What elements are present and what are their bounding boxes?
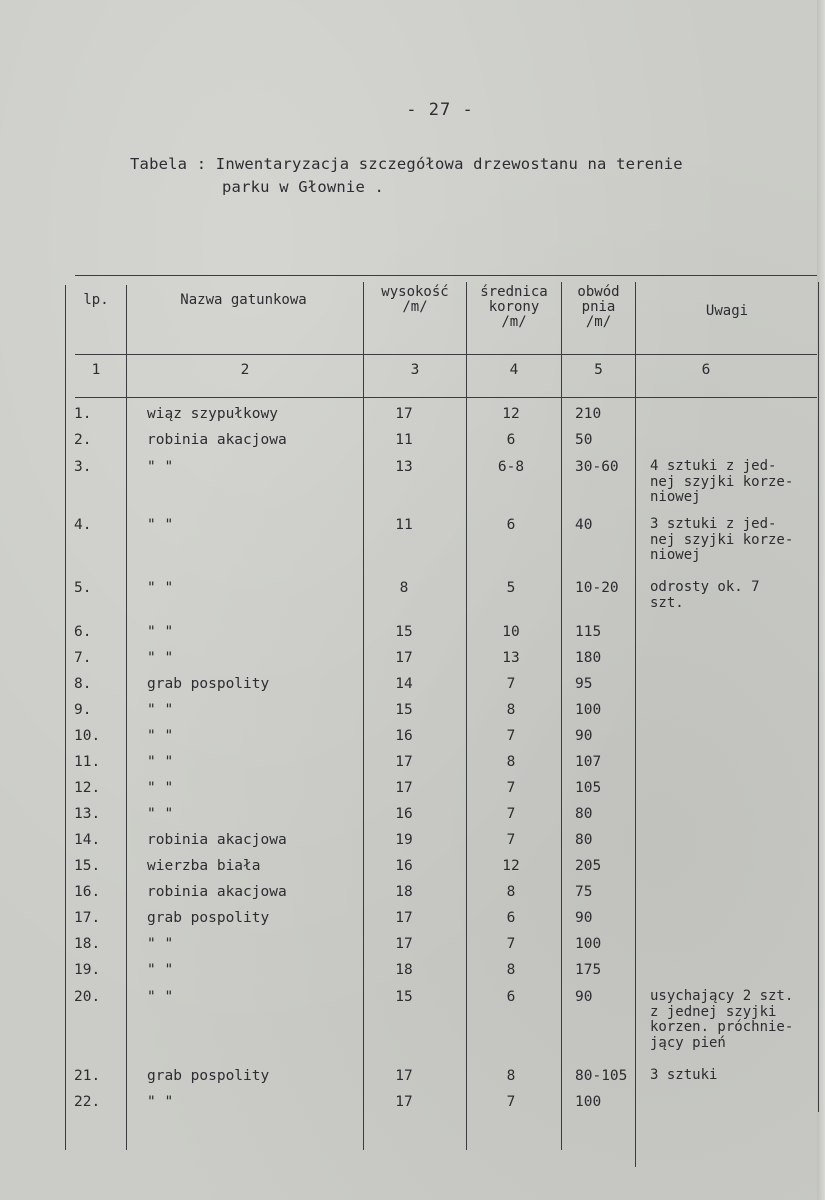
row-wysokosc: 15 [395,624,413,640]
row-wysokosc: 13 [395,459,413,475]
row-wysokosc: 17 [395,780,413,796]
header-srednica: średnica korony /m/ [480,284,548,330]
row-nazwa: grab pospolity [147,1068,270,1084]
row-wysokosc: 8 [399,580,409,596]
colnum-6: 6 [701,362,711,378]
row-nazwa: " " [147,580,174,596]
row-obwod: 107 [575,754,602,770]
row-nazwa: robinia akacjowa [147,832,287,848]
row-obwod: 90 [575,989,593,1005]
row-nazwa: grab pospolity [147,910,270,926]
row-nazwa: " " [147,962,174,978]
row-lp: 4. [74,517,92,533]
page-number: - 27 - [406,100,474,120]
row-lp: 21. [74,1068,101,1084]
row-nazwa: " " [147,517,174,533]
row-srednica: 8 [506,754,516,770]
row-lp: 5. [74,580,92,596]
row-wysokosc: 17 [395,1068,413,1084]
row-wysokosc: 17 [395,910,413,926]
row-srednica: 6 [506,432,516,448]
row-obwod: 75 [575,884,593,900]
row-lp: 10. [74,728,101,744]
row-srednica: 6 [506,517,516,533]
row-lp: 8. [74,676,92,692]
row-obwod: 10-20 [575,580,619,596]
row-srednica: 8 [506,702,516,718]
row-uwagi: 4 sztuki z jed- nej szyjki korze- niowej [650,458,794,505]
row-wysokosc: 17 [395,1094,413,1110]
row-obwod: 95 [575,676,593,692]
header-wysokosc: wysokość /m/ [381,284,449,315]
row-lp: 11. [74,754,101,770]
row-lp: 16. [74,884,101,900]
row-nazwa: " " [147,989,174,1005]
header-uwagi: Uwagi [705,303,749,319]
row-wysokosc: 17 [395,650,413,666]
row-obwod: 100 [575,1094,602,1110]
row-wysokosc: 18 [395,884,413,900]
row-srednica: 7 [506,1094,516,1110]
header-lp: lp. [83,292,109,308]
row-srednica: 5 [506,580,516,596]
colnum-3: 3 [410,362,420,378]
row-wysokosc: 11 [395,432,413,448]
colnum-2: 2 [240,362,250,378]
row-obwod: 80 [575,832,593,848]
row-wysokosc: 11 [395,517,413,533]
row-srednica: 8 [506,962,516,978]
caption-line-2: parku w Głownie . [222,178,385,196]
row-wysokosc: 16 [395,858,413,874]
row-srednica: 6 [506,989,516,1005]
row-wysokosc: 17 [395,936,413,952]
row-obwod: 90 [575,728,593,744]
row-uwagi: odrosty ok. 7 szt. [650,579,760,611]
header-nazwa: Nazwa gatunkowa [180,292,307,308]
row-lp: 20. [74,989,101,1005]
row-obwod: 80 [575,806,593,822]
row-srednica: 13 [502,650,520,666]
row-lp: 14. [74,832,101,848]
row-obwod: 180 [575,650,602,666]
row-srednica: 6 [506,910,516,926]
row-lp: 12. [74,780,101,796]
row-srednica: 7 [506,728,516,744]
row-wysokosc: 17 [395,754,413,770]
row-nazwa: " " [147,754,174,770]
row-nazwa: wiąz szypułkowy [147,406,278,422]
row-uwagi: usychający 2 szt. z jednej szyjki korzen. próchnie- jący pień [650,988,794,1051]
row-uwagi: 3 sztuki [650,1067,718,1083]
row-obwod: 205 [575,858,602,874]
row-nazwa: " " [147,936,174,952]
row-srednica: 10 [502,624,520,640]
row-obwod: 90 [575,910,593,926]
row-obwod: 100 [575,702,602,718]
row-srednica: 8 [506,1068,516,1084]
row-lp: 18. [74,936,101,952]
row-nazwa: " " [147,806,174,822]
row-nazwa: " " [147,650,174,666]
row-obwod: 80-105 [575,1068,628,1084]
header-obwod: obwód pnia /m/ [577,284,620,330]
row-obwod: 105 [575,780,602,796]
row-lp: 3. [74,459,92,475]
row-wysokosc: 16 [395,806,413,822]
colnum-4: 4 [509,362,519,378]
row-lp: 13. [74,806,101,822]
row-nazwa: grab pospolity [147,676,270,692]
row-wysokosc: 14 [395,676,413,692]
row-nazwa: " " [147,459,174,475]
row-lp: 6. [74,624,92,640]
row-obwod: 115 [575,624,602,640]
row-wysokosc: 18 [395,962,413,978]
row-nazwa: robinia akacjowa [147,884,287,900]
row-nazwa: " " [147,624,174,640]
row-nazwa: " " [147,728,174,744]
table-caption [130,153,770,199]
row-lp: 17. [74,910,101,926]
row-srednica: 8 [506,884,516,900]
row-lp: 9. [74,702,92,718]
row-lp: 15. [74,858,101,874]
row-wysokosc: 17 [395,406,413,422]
row-lp: 7. [74,650,92,666]
row-wysokosc: 19 [395,832,413,848]
row-obwod: 50 [575,432,593,448]
row-nazwa: " " [147,780,174,796]
row-wysokosc: 15 [395,989,413,1005]
row-wysokosc: 16 [395,728,413,744]
row-nazwa: " " [147,702,174,718]
row-srednica: 12 [502,406,520,422]
row-obwod: 30-60 [575,459,619,475]
caption-line-1: Tabela : Inwentaryzacja szczegółowa drzewostanu na terenie [130,155,683,173]
row-obwod: 210 [575,406,602,422]
row-srednica: 7 [506,936,516,952]
row-nazwa: wierzba biała [147,858,261,874]
row-uwagi: 3 sztuki z jed- nej szyjki korze- niowej [650,516,794,563]
row-srednica: 7 [506,780,516,796]
row-lp: 1. [74,406,92,422]
row-srednica: 7 [506,676,516,692]
row-nazwa: robinia akacjowa [147,432,287,448]
row-lp: 22. [74,1094,101,1110]
row-obwod: 175 [575,962,602,978]
row-srednica: 7 [506,832,516,848]
row-nazwa: " " [147,1094,174,1110]
row-wysokosc: 15 [395,702,413,718]
colnum-5: 5 [594,362,603,378]
colnum-1: 1 [91,362,101,378]
row-obwod: 40 [575,517,593,533]
row-srednica: 7 [506,806,516,822]
row-srednica: 12 [502,858,520,874]
row-obwod: 100 [575,936,602,952]
row-srednica: 6-8 [497,459,525,475]
row-lp: 19. [74,962,101,978]
row-lp: 2. [74,432,92,448]
